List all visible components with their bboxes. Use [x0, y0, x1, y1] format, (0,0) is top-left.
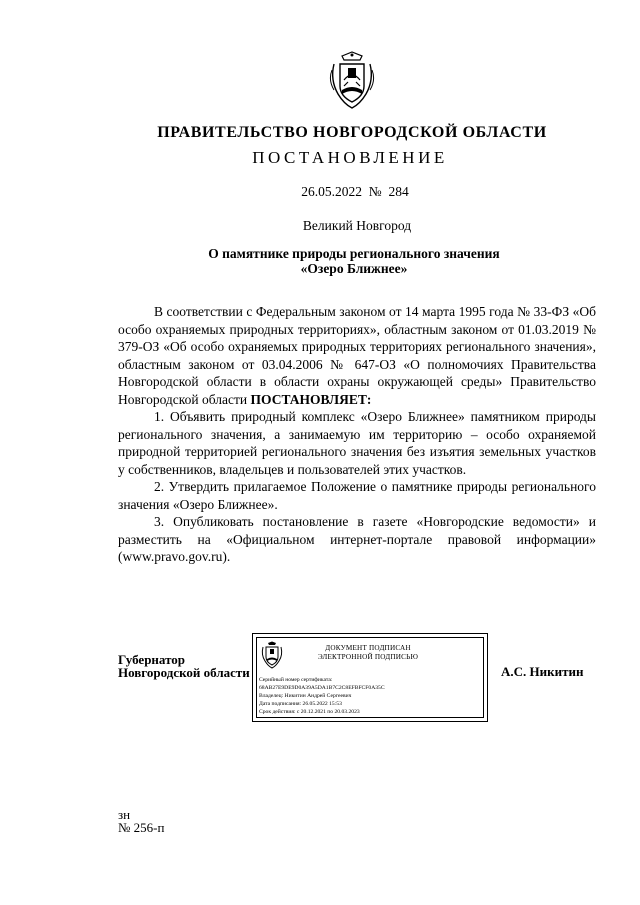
coat-of-arms-icon	[328, 50, 376, 110]
signatory-name: А.С. Никитин	[501, 664, 584, 679]
document-subject	[0, 246, 640, 276]
stamp-details	[259, 676, 385, 716]
cert-owner: Владелец: Никитин Андрей Сергеевич	[259, 693, 352, 700]
item-3: 3. Опубликовать постановление в газете «Новгородские ведомости» и разместить на «Официальном интернет-портале правовой информации» (www.pravo.gov.ru).	[118, 514, 596, 564]
item-2: 2. Утвердить прилагаемое Положение о памятнике природы регионального значения «Озеро Ближнее».	[118, 479, 596, 512]
cert-serial: 68AB27E9DE9D0A39A5DA1B7C2C8EFBFCF0A35C	[259, 685, 385, 692]
document-date: 26.05.2022	[301, 184, 363, 199]
executor-initials: зн	[118, 807, 131, 822]
document-date-number	[0, 184, 640, 200]
cert-validity: Срок действия: с 20.12.2021 по 20.03.2023	[259, 709, 360, 716]
resolution-keyword: ПОСТАНОВЛЯЕТ:	[250, 391, 372, 407]
preamble-paragraph: В соответствии с Федеральным законом от 14 марта 1995 года № 33-ФЗ «Об особо охраняемых природных территориях», областным законом от 01.03.2019 № 379-ОЗ «Об особо охраняемых природных территориях регионального значения», областным законом от 03.04.2006 № 647-ОЗ «О полномочиях Правительства Новгородской области в области охраны окружающей среды» Правительство Новгородской области ПОСТАНОВЛЯЕТ:	[118, 304, 596, 407]
internal-reference: № 256-п	[118, 820, 165, 835]
organization-title: ПРАВИТЕЛЬСТВО НОВГОРОДСКОЙ ОБЛАСТИ	[157, 124, 547, 141]
subject-line-1: О памятнике природы регионального значения	[208, 246, 500, 261]
document-footer	[118, 808, 164, 834]
subject-line-2: «Озеро Ближнее»	[300, 261, 408, 276]
number-sign: №	[368, 184, 382, 199]
document-type: ПОСТАНОВЛЕНИЕ	[252, 148, 448, 167]
document-number: 284	[388, 184, 409, 199]
item-1: 1. Объявить природный комплекс «Озеро Ближнее» памятником природы регионального значения, а занимаемую им территорию – особо охраняемой природной территорией регионального значения без изъятия земельных участков у собственников, владельцев и пользователей этих участков.	[118, 409, 596, 477]
signed-date: Дата подписания: 26.05.2022 15:53	[259, 701, 342, 708]
document-body	[118, 303, 596, 566]
signatory-position: Губернатор Новгородской области	[118, 652, 250, 680]
electronic-signature-stamp	[252, 633, 488, 722]
city: Великий Новгород	[302, 218, 412, 233]
cert-label: Серийный номер сертификата:	[259, 677, 333, 683]
stamp-heading: ДОКУМЕНТ ПОДПИСАН ЭЛЕКТРОННОЙ ПОДПИСЬЮ	[317, 644, 419, 661]
stamp-emblem-icon	[260, 641, 284, 669]
